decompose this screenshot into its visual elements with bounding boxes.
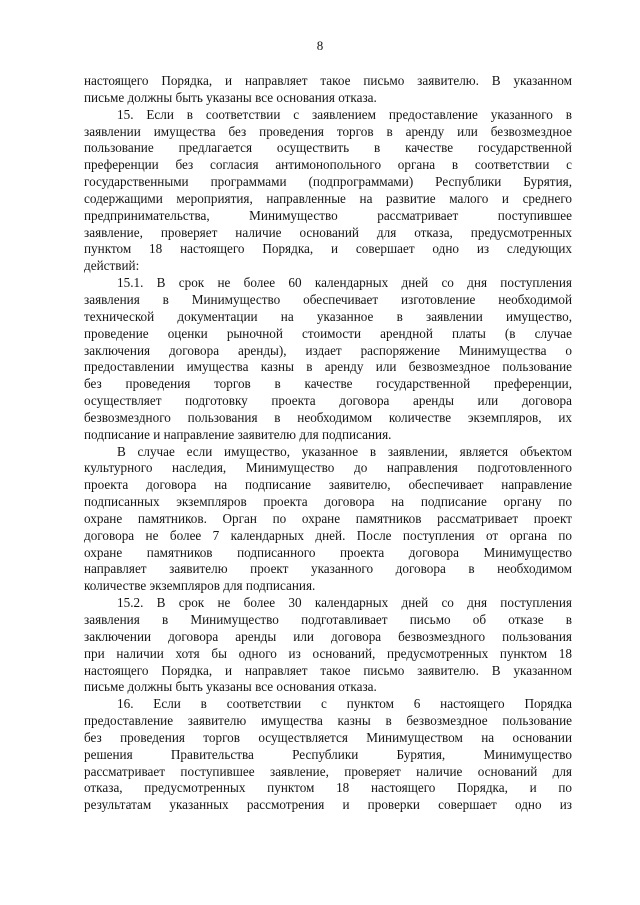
text-line: преференции без согласия антимонопольного органа в соответствии с <box>84 157 572 173</box>
text-line: заявления в Минимущество обеспечивает изготовление необходимой <box>84 291 572 307</box>
text-line: содержащими мероприятия, направленные на развитие малого и среднего <box>84 190 572 206</box>
text-line: решения Правительства Республики Бурятия, Минимущество <box>84 746 572 762</box>
document-body <box>84 73 572 814</box>
text-line: государственными программами (подпрограммами) Республики Бурятия, <box>84 174 572 190</box>
text-line: 15.1. В срок не более 60 календарных дней со дня поступления <box>117 275 572 291</box>
text-line: пользование предлагается осуществить в качестве государственной <box>84 140 572 156</box>
text-line: без проведения торгов в качестве государственной преференции, <box>84 376 572 392</box>
text-line: В случае если имущество, указанное в заявлении, является объектом <box>117 443 572 459</box>
text-line: настоящего Порядка, и направляет такое письмо заявителю. В указанном <box>84 73 572 88</box>
text-line: рассматривает поступившее заявление, проверяет наличие оснований для <box>84 763 572 779</box>
text-line: письме должны быть указаны все основания отказа. <box>84 89 377 105</box>
text-line: безвозмездного пользования в необходимом количестве экземпляров, их <box>84 409 572 425</box>
text-line: 15. Если в соответствии с заявлением предоставление указанного в <box>117 106 572 122</box>
text-line: заявления в Минимущество подготавливает письмо об отказе в <box>84 612 572 627</box>
text-line: предпринимательства, Минимущество рассматривает поступившее <box>84 207 572 223</box>
text-line: культурного наследия, Минимущество до направления подготовленного <box>84 460 572 476</box>
text-line: технической документации на указанное в заявлении имущество, <box>84 308 572 324</box>
text-line: заявлении имущества без проведения торгов в аренду или безвозмездное <box>84 123 572 139</box>
text-line: без проведения торгов осуществляется Минимуществом на основании <box>84 729 572 745</box>
text-line: заявление, проверяет наличие оснований для отказа, предусмотренных <box>84 224 572 240</box>
text-line: договора не более 7 календарных дней. После поступления от органа по <box>84 527 572 543</box>
text-line: письме должны быть указаны все основания отказа. <box>84 679 377 695</box>
text-line: настоящего Порядка, и направляет такое письмо заявителю. В указанном <box>84 662 572 678</box>
text-line: охране памятников. Орган по охране памятников рассматривает проект <box>84 510 572 526</box>
text-line: действий: <box>84 258 140 274</box>
text-line: предоставление заявителю имущества казны в безвозмездное пользование <box>84 713 572 729</box>
text-line: результатам указанных рассмотрения и проверки совершает одно из <box>84 797 572 813</box>
text-line: осуществляет подготовку проекта договора аренды или договора <box>84 393 572 409</box>
text-line: заключении договора аренды или договора безвозмездного пользования <box>84 628 572 644</box>
text-line: подписанных экземпляров проекта договора на подписание органу по <box>84 494 572 510</box>
text-line: заключения договора аренды), издает распоряжение Минимущества о <box>84 342 572 358</box>
text-line: охране памятников подписанного проекта договора Минимущество <box>84 544 572 560</box>
text-line: подписание и направление заявителю для подписания. <box>84 426 392 442</box>
page-number: 8 <box>316 38 324 53</box>
text-line: направляет заявителю проект указанного договора в необходимом <box>84 561 572 577</box>
text-line: при наличии хотя бы одного из оснований, предусмотренных пунктом 18 <box>84 645 572 661</box>
text-line: проведение оценки рыночной стоимости арендной платы (в случае <box>84 325 572 341</box>
text-line: отказа, предусмотренных пунктом 18 настоящего Порядка, и по <box>84 780 572 796</box>
text-line: пунктом 18 настоящего Порядка, и совершает одно из следующих <box>84 241 572 257</box>
text-line: предоставлении имущества казны в аренду или безвозмездное пользование <box>84 359 572 375</box>
text-line: количестве экземпляров для подписания. <box>84 578 316 594</box>
text-line: 15.2. В срок не более 30 календарных дней со дня поступления <box>117 595 572 611</box>
text-line: проекта договора на подписание заявителю, обеспечивает направление <box>84 477 572 493</box>
text-line: 16. Если в соответствии с пунктом 6 настоящего Порядка <box>117 696 572 712</box>
